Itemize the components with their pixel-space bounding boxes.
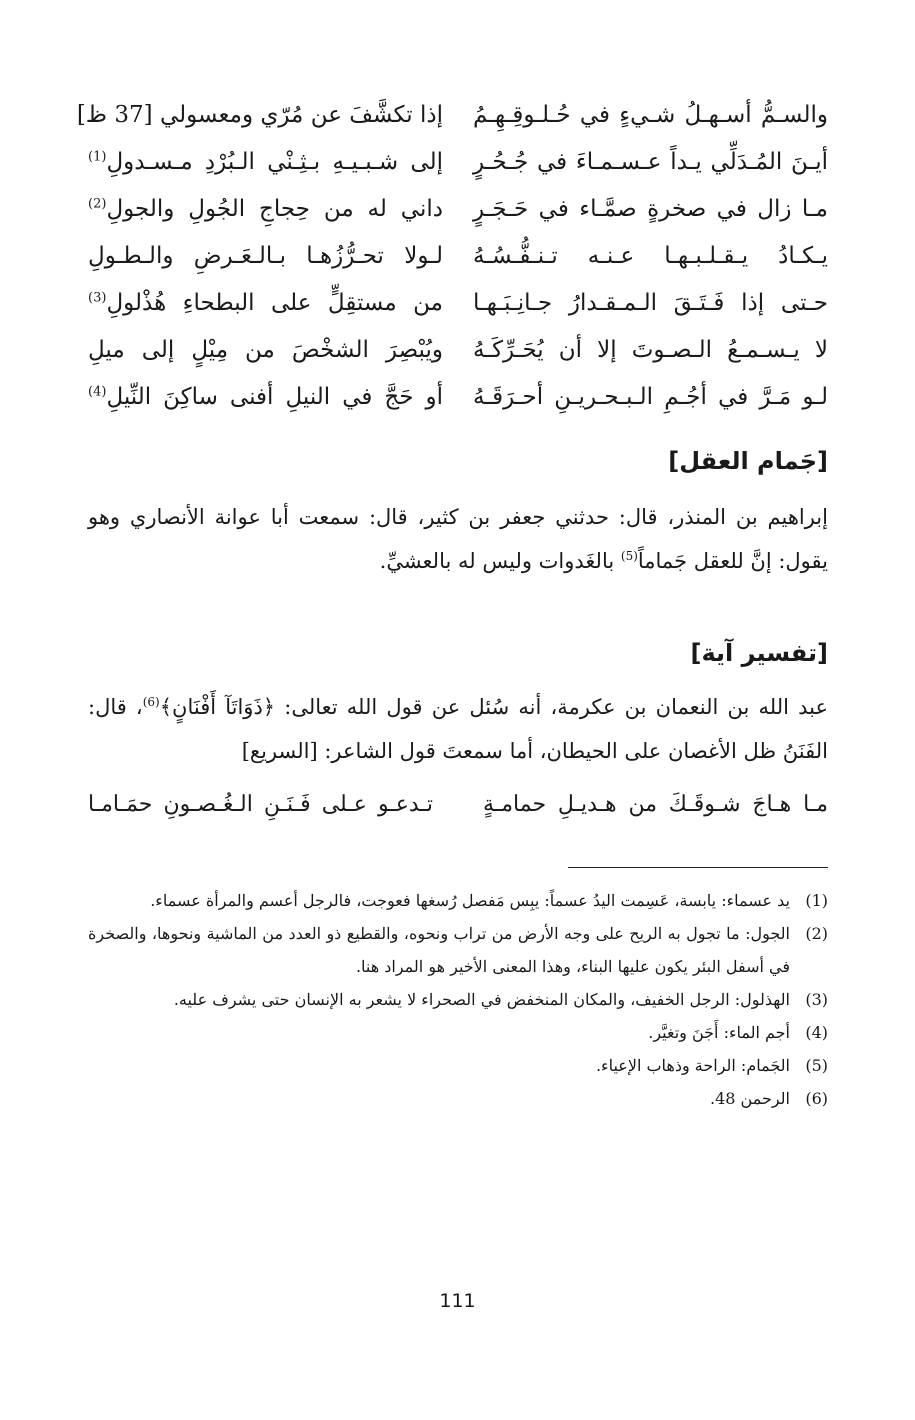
paragraph-text: ، قال: الفَنَنُ ظل الأغصان على الحيطان، أما سمعتَ قول الشاعر: [السريع] xyxy=(88,695,828,763)
verse-second-hemistich xyxy=(88,374,443,421)
verse-second-hemistich: ويُبْصِرَ الشخْصَ من مِيْلٍ إلى ميلِ xyxy=(88,337,443,363)
verse-second-hemistich xyxy=(76,92,443,139)
poem-verse xyxy=(88,374,828,421)
verse-text: إذا تكشَّفَ عن مُرّي ومعسولي xyxy=(159,102,443,128)
section-heading-verse-interpretation: [تفسير آية] xyxy=(690,639,828,667)
paragraph-text: بالغَدوات وليس له بالعشيِّ. xyxy=(379,549,621,573)
footnote-item xyxy=(88,884,828,917)
poem-verse xyxy=(88,280,828,327)
footnote-text: يد عسماء: يابسة، عَسِمت اليدُ عسماً: يبِس مَفصل رُسغها فعوجت، فالرجل أعسم والمرأة عسماء. xyxy=(150,891,790,910)
footnote-text: الجول: ما تجول به الريح على وجه الأرض من تراب ونحوه، والقطيع ذو العدد من الماشية ونحوها، والصخرة في أسفل البئر يكون عليها البناء، وهذا المعنى الأخير هو المراد هنا. xyxy=(88,924,790,976)
poem-verse xyxy=(88,233,828,280)
poem-verse xyxy=(88,327,828,374)
footnote-ref[interactable]: (1) xyxy=(88,149,107,165)
poem-verse xyxy=(76,92,828,139)
poem-verse xyxy=(88,186,828,233)
footnote-separator xyxy=(568,867,828,868)
footnote-ref[interactable]: (4) xyxy=(88,384,107,400)
section-heading-mind-rest: [جَمام العقل] xyxy=(668,447,828,475)
verse-second-hemistich: لـولا تحـرُّزُهـا بـالـعَـرضِ والـطـولِ xyxy=(88,243,443,269)
verse-text: داني له من حِجاجِ الجُولِ والجولِ xyxy=(106,196,443,222)
verse-text: من مستقِلٍّ على البطحاءِ هُذْلولِ xyxy=(106,290,443,316)
footnote-ref[interactable]: (6) xyxy=(142,695,160,709)
verse-second-hemistich xyxy=(88,280,443,327)
paragraph-text: عبد الله بن النعمان بن عكرمة، أنه سُئل عن قول الله تعالى: ﴿ذَوَاتَآ أَفْنَانٍ﴾ xyxy=(159,695,828,719)
footnote-item xyxy=(88,1082,828,1115)
page-content xyxy=(76,92,828,1115)
verse-second-hemistich: تـدعـو عـلى فَـنَـنِ الـغُـصـونِ حمَـامـا xyxy=(88,792,433,817)
poem-verse xyxy=(88,139,828,186)
footnote-item xyxy=(88,1049,828,1082)
poem xyxy=(76,92,828,421)
footnote-number: (4) xyxy=(805,1023,828,1042)
quoted-verse xyxy=(88,783,828,827)
verse-second-hemistich xyxy=(88,139,443,186)
manuscript-folio-tag: [37 ظ] xyxy=(76,102,153,128)
section-paragraph-verse-interpretation xyxy=(88,685,828,773)
verse-first-hemistich: حـتى إذا فَـتَـقَ الـمـقـدارُ جـانِـبَـهـا xyxy=(473,290,828,316)
footnote-number: (2) xyxy=(805,924,828,943)
footnote-text: الهذلول: الرجل الخفيف، والمكان المنخفض في الصحراء لا يشعر به الإنسان حتى يشرف عليه. xyxy=(173,990,790,1009)
footnote-number: (1) xyxy=(805,891,828,910)
footnote-number: (3) xyxy=(805,990,828,1009)
verse-text: إلى شـبـيـهِ بـثِـنْي الـبُرْدِ مـسـدولِ xyxy=(106,149,443,175)
footnote-text: أجم الماء: أَجَنَ وتغيَّر. xyxy=(648,1023,790,1042)
verse-text: أو حَجَّ في النيلِ أفنى ساكِنَ النِّيلِ xyxy=(106,384,443,410)
footnote-item xyxy=(88,917,828,983)
verse-first-hemistich: مـا زال في صخرةٍ صمَّـاء في حَـجَـرٍ xyxy=(473,196,828,222)
verse-first-hemistich: لـو مَـرَّ في أجُـمِ الـبـحـريـنِ أحـرَقَـهُ xyxy=(473,384,828,410)
paragraph-text: إبراهيم بن المنذر، قال: حدثني جعفر بن كثير، قال: سمعت أبا عوانة الأنصاري وهو يقول: إنَّ للعقل جَماماً xyxy=(88,505,828,573)
verse-first-hemistich: مـا هـاجَ شـوقَـكَ من هـديـلِ حمامـةٍ xyxy=(483,792,828,817)
footnote-item xyxy=(88,1016,828,1049)
footnote-text: الجَمام: الراحة وذهاب الإعياء. xyxy=(595,1056,790,1075)
verse-first-hemistich: أيـنَ المُـدَلِّي يـداً عـسـمـاءَ في جُـحُـرٍ xyxy=(473,149,828,175)
footnote-number: (6) xyxy=(805,1089,828,1108)
page-number: 111 xyxy=(439,1290,476,1312)
footnote-ref[interactable]: (3) xyxy=(88,290,107,306)
footnote-text: الرحمن 48. xyxy=(709,1089,790,1108)
footnote-ref[interactable]: (5) xyxy=(620,549,638,563)
footnote-number: (5) xyxy=(805,1056,828,1075)
footnote-ref[interactable]: (2) xyxy=(88,196,107,212)
footnote-item xyxy=(88,983,828,1016)
verse-first-hemistich: يـكـادُ يـقـلـبـهـا عـنـه تـنـفُّـسُـهُ xyxy=(473,243,828,269)
section-paragraph-mind-rest xyxy=(88,495,828,583)
verse-second-hemistich xyxy=(88,186,443,233)
verse-first-hemistich: والسـمُّ أسـهـلُ شـيءٍ في حُـلـوقِـهِـمُ xyxy=(473,102,828,128)
footnotes xyxy=(88,884,828,1115)
verse-first-hemistich: لا يـسـمـعُ الـصـوتَ إلا أن يُحَـرِّكَـهُ xyxy=(473,337,828,363)
